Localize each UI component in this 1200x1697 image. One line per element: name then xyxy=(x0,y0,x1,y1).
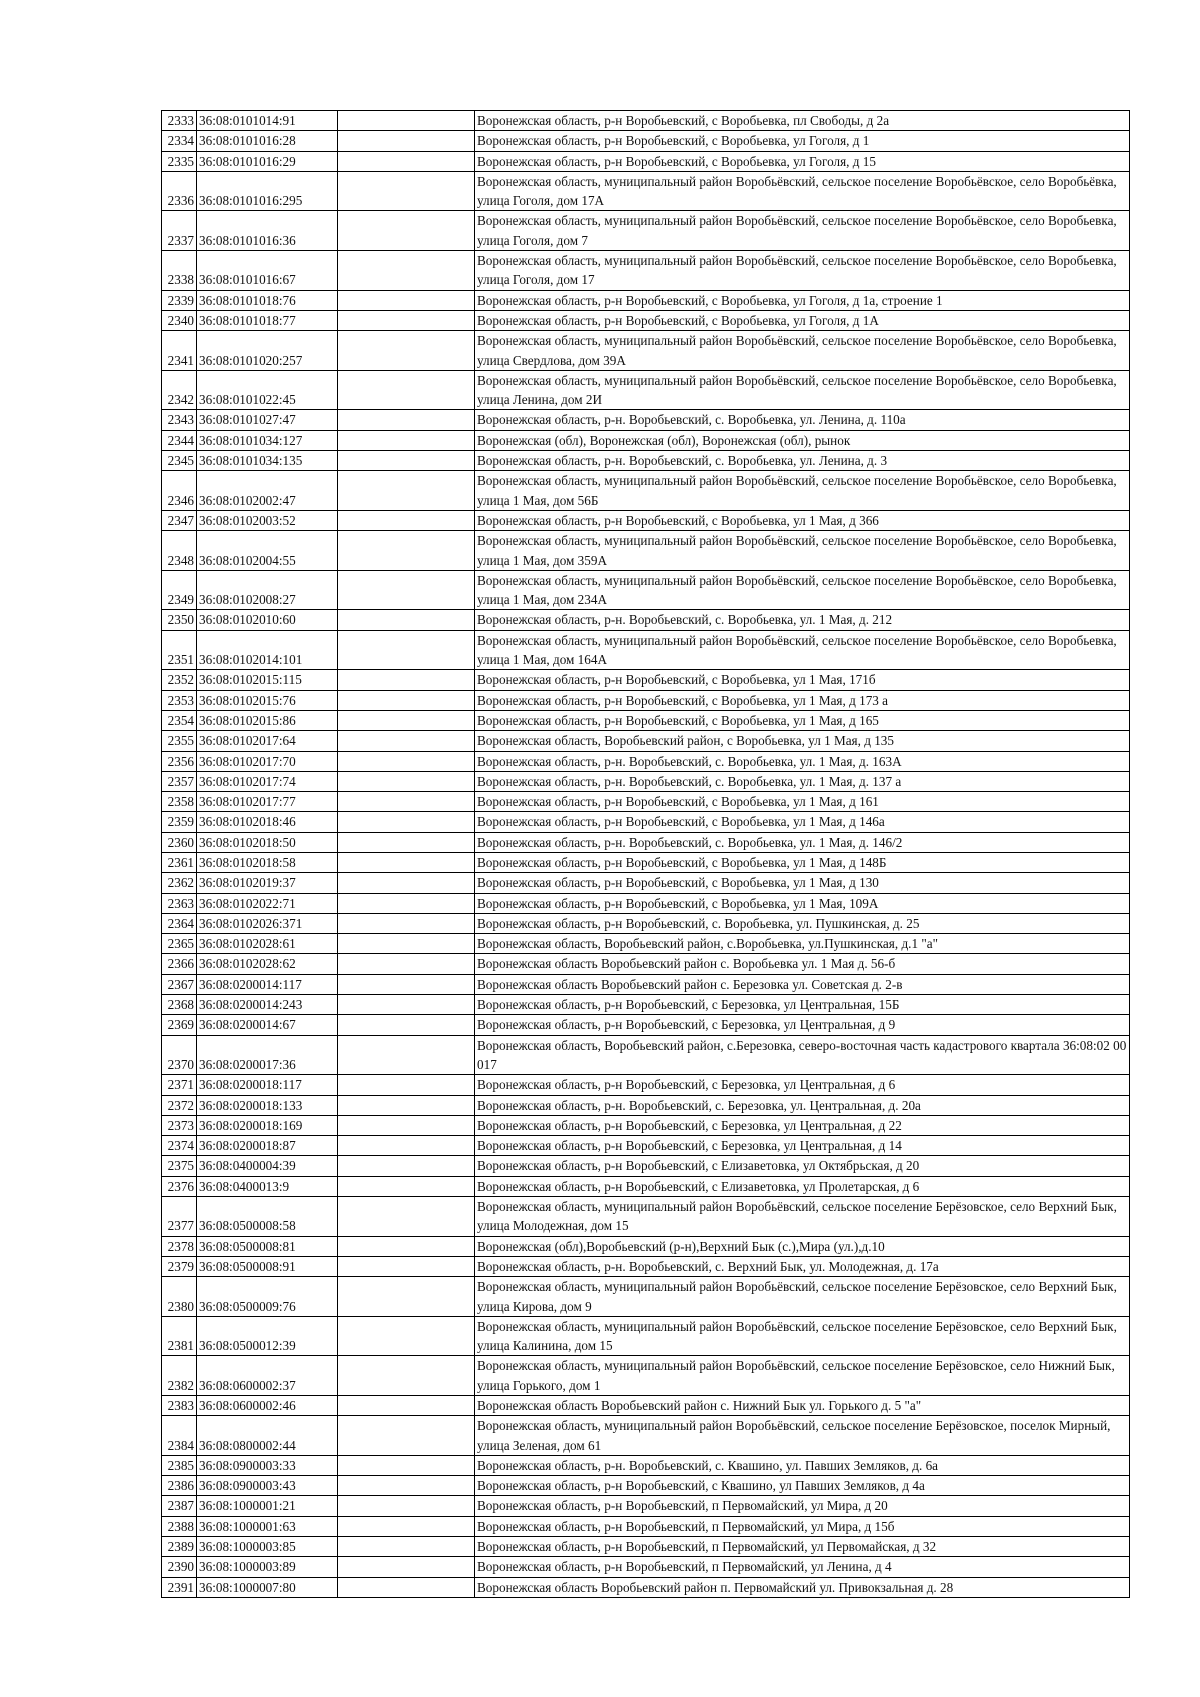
empty-cell xyxy=(338,690,475,710)
row-number-cell: 2379 xyxy=(162,1256,197,1276)
row-number-cell: 2341 xyxy=(162,331,197,371)
table-row xyxy=(162,913,1130,933)
cadastral-number-cell: 36:08:0102026:371 xyxy=(197,913,338,933)
empty-cell xyxy=(338,310,475,330)
row-number-cell: 2343 xyxy=(162,410,197,430)
address-cell: Воронежская область, муниципальный район Воробьёвский, сельское поселение Берёзовское, село Верхний Бык, улица Молодежная, дом 15 xyxy=(475,1197,1130,1237)
row-number-cell: 2388 xyxy=(162,1516,197,1536)
cadastral-number-cell: 36:08:0200018:117 xyxy=(197,1075,338,1095)
row-number-cell: 2351 xyxy=(162,630,197,670)
cadastral-number-cell: 36:08:0900003:43 xyxy=(197,1476,338,1496)
empty-cell xyxy=(338,1277,475,1317)
address-cell: Воронежская область, Воробьевский район, с Воробьевка, ул 1 Мая, д 135 xyxy=(475,731,1130,751)
empty-cell xyxy=(338,1356,475,1396)
cadastral-number-cell: 36:08:0200018:133 xyxy=(197,1095,338,1115)
row-number-cell: 2375 xyxy=(162,1156,197,1176)
address-cell: Воронежская область, р-н Воробьевский, п Первомайский, ул Ленина, д 4 xyxy=(475,1557,1130,1577)
row-number-cell: 2367 xyxy=(162,974,197,994)
table-row xyxy=(162,430,1130,450)
table-row xyxy=(162,370,1130,410)
table-row xyxy=(162,751,1130,771)
table-row xyxy=(162,630,1130,670)
table-row xyxy=(162,310,1130,330)
cadastral-number-cell: 36:08:1000001:21 xyxy=(197,1496,338,1516)
row-number-cell: 2349 xyxy=(162,570,197,610)
cadastral-number-cell: 36:08:0101014:91 xyxy=(197,111,338,131)
row-number-cell: 2344 xyxy=(162,430,197,450)
row-number-cell: 2362 xyxy=(162,873,197,893)
cadastral-number-cell: 36:08:0102022:71 xyxy=(197,893,338,913)
row-number-cell: 2390 xyxy=(162,1557,197,1577)
document-page xyxy=(161,110,1130,1598)
address-cell: Воронежская область, р-н Воробьевский, с Воробьевка, ул 1 Мая, д 130 xyxy=(475,873,1130,893)
row-number-cell: 2363 xyxy=(162,893,197,913)
row-number-cell: 2334 xyxy=(162,131,197,151)
cadastral-number-cell: 36:08:0102010:60 xyxy=(197,610,338,630)
table-row xyxy=(162,690,1130,710)
row-number-cell: 2338 xyxy=(162,251,197,291)
empty-cell xyxy=(338,954,475,974)
row-number-cell: 2356 xyxy=(162,751,197,771)
cadastral-number-cell: 36:08:0102018:50 xyxy=(197,832,338,852)
address-cell: Воронежская область, р-н. Воробьевский, с. Воробьевка, ул. 1 Мая, д. 137 а xyxy=(475,771,1130,791)
cadastral-number-cell: 36:08:0500008:91 xyxy=(197,1256,338,1276)
address-cell: Воронежская область, муниципальный район Воробьёвский, сельское поселение Воробьёвское, село Воробьевка, улица Ленина, дом 2И xyxy=(475,370,1130,410)
address-cell: Воронежская область, р-н Воробьевский, с Березовка, ул Центральная, 15Б xyxy=(475,995,1130,1015)
row-number-cell: 2377 xyxy=(162,1197,197,1237)
cadastral-number-cell: 36:08:0102017:74 xyxy=(197,771,338,791)
table-row xyxy=(162,1496,1130,1516)
row-number-cell: 2345 xyxy=(162,451,197,471)
row-number-cell: 2352 xyxy=(162,670,197,690)
cadastral-number-cell: 36:08:0102028:62 xyxy=(197,954,338,974)
address-cell: Воронежская область, муниципальный район Воробьёвский, сельское поселение Берёзовское, поселок Мирный, улица Зеленая, дом 61 xyxy=(475,1416,1130,1456)
empty-cell xyxy=(338,670,475,690)
table-row xyxy=(162,331,1130,371)
table-row xyxy=(162,974,1130,994)
address-cell: Воронежская область, р-н. Воробьевский, с. Воробьевка, ул. Ленина, д. 3 xyxy=(475,451,1130,471)
empty-cell xyxy=(338,151,475,171)
row-number-cell: 2385 xyxy=(162,1455,197,1475)
address-cell: Воронежская область, р-н. Воробьевский, с. Верхний Бык, ул. Молодежная, д. 17а xyxy=(475,1256,1130,1276)
empty-cell xyxy=(338,111,475,131)
row-number-cell: 2336 xyxy=(162,171,197,211)
cadastral-number-cell: 36:08:0101016:295 xyxy=(197,171,338,211)
table-row xyxy=(162,151,1130,171)
table-row xyxy=(162,1236,1130,1256)
cadastral-number-cell: 36:08:0400013:9 xyxy=(197,1176,338,1196)
cadastral-number-cell: 36:08:1000003:89 xyxy=(197,1557,338,1577)
cadastral-number-cell: 36:08:0102018:46 xyxy=(197,812,338,832)
empty-cell xyxy=(338,771,475,791)
cadastral-number-cell: 36:08:0200014:243 xyxy=(197,995,338,1015)
address-cell: Воронежская область, р-н Воробьевский, с. Воробьевка, ул. Пушкинская, д. 25 xyxy=(475,913,1130,933)
empty-cell xyxy=(338,1496,475,1516)
row-number-cell: 2386 xyxy=(162,1476,197,1496)
table-row xyxy=(162,211,1130,251)
table-row xyxy=(162,1516,1130,1536)
address-cell: Воронежская область, р-н Воробьевский, с Воробьевка, ул Гоголя, д 15 xyxy=(475,151,1130,171)
empty-cell xyxy=(338,630,475,670)
row-number-cell: 2355 xyxy=(162,731,197,751)
table-row xyxy=(162,893,1130,913)
table-row xyxy=(162,1156,1130,1176)
row-number-cell: 2376 xyxy=(162,1176,197,1196)
empty-cell xyxy=(338,1156,475,1176)
address-cell: Воронежская область, р-н Воробьевский, с Воробьевка, ул 1 Мая, д 161 xyxy=(475,792,1130,812)
cadastral-number-cell: 36:08:0600002:46 xyxy=(197,1396,338,1416)
address-cell: Воронежская область, муниципальный район Воробьёвский, сельское поселение Воробьёвское, село Воробьевка, улица Гоголя, дом 7 xyxy=(475,211,1130,251)
table-row xyxy=(162,471,1130,511)
row-number-cell: 2365 xyxy=(162,934,197,954)
address-cell: Воронежская область, р-н Воробьевский, п Первомайский, ул Мира, д 20 xyxy=(475,1496,1130,1516)
cadastral-number-cell: 36:08:0102014:101 xyxy=(197,630,338,670)
address-cell: Воронежская область, р-н Воробьевский, с Елизаветовка, ул Октябрьская, д 20 xyxy=(475,1156,1130,1176)
address-cell: Воронежская (обл), Воронежская (обл), Воронежская (обл), рынок xyxy=(475,430,1130,450)
table-row xyxy=(162,1136,1130,1156)
cadastral-number-cell: 36:08:0200014:67 xyxy=(197,1015,338,1035)
address-cell: Воронежская область, р-н Воробьевский, с Елизаветовка, ул Пролетарская, д 6 xyxy=(475,1176,1130,1196)
row-number-cell: 2391 xyxy=(162,1577,197,1597)
row-number-cell: 2350 xyxy=(162,610,197,630)
address-cell: Воронежская область, р-н Воробьевский, с Воробьевка, ул 1 Мая, д 146а xyxy=(475,812,1130,832)
address-cell: Воронежская область, муниципальный район Воробьёвский, сельское поселение Воробьёвское, село Воробьевка, улица 1 Мая, дом 164А xyxy=(475,630,1130,670)
address-cell: Воронежская область Воробьевский район с. Нижний Бык ул. Горького д. 5 "а" xyxy=(475,1396,1130,1416)
address-cell: Воронежская область, муниципальный район Воробьёвский, сельское поселение Воробьёвское, село Воробьевка, улица Свердлова, дом 39А xyxy=(475,331,1130,371)
address-cell: Воронежская область, р-н Воробьевский, с Воробьевка, ул 1 Мая, д 366 xyxy=(475,510,1130,530)
empty-cell xyxy=(338,1476,475,1496)
cadastral-number-cell: 36:08:0102003:52 xyxy=(197,510,338,530)
address-cell: Воронежская область, р-н. Воробьевский, с. Березовка, ул. Центральная, д. 20а xyxy=(475,1095,1130,1115)
table-row xyxy=(162,410,1130,430)
address-cell: Воронежская область, р-н. Воробьевский, с. Квашино, ул. Павших Земляков, д. 6а xyxy=(475,1455,1130,1475)
table-row xyxy=(162,1095,1130,1115)
row-number-cell: 2357 xyxy=(162,771,197,791)
table-row xyxy=(162,111,1130,131)
empty-cell xyxy=(338,995,475,1015)
table-row xyxy=(162,954,1130,974)
empty-cell xyxy=(338,1075,475,1095)
cadastral-number-cell: 36:08:0900003:33 xyxy=(197,1455,338,1475)
table-row xyxy=(162,131,1130,151)
cadastral-number-cell: 36:08:0101022:45 xyxy=(197,370,338,410)
table-row xyxy=(162,451,1130,471)
address-cell: Воронежская область, муниципальный район Воробьёвский, сельское поселение Воробьёвское, село Воробьёвка, улица Гоголя, дом 17А xyxy=(475,171,1130,211)
cadastral-number-cell: 36:08:0101020:257 xyxy=(197,331,338,371)
cadastral-number-cell: 36:08:0102028:61 xyxy=(197,934,338,954)
cadastral-number-cell: 36:08:0102002:47 xyxy=(197,471,338,511)
address-cell: Воронежская область, р-н. Воробьевский, с. Воробьевка, ул. 1 Мая, д. 212 xyxy=(475,610,1130,630)
cadastral-number-cell: 36:08:0500008:58 xyxy=(197,1197,338,1237)
address-cell: Воронежская область, р-н Воробьевский, с Березовка, ул Центральная, д 9 xyxy=(475,1015,1130,1035)
table-row xyxy=(162,1035,1130,1075)
row-number-cell: 2373 xyxy=(162,1115,197,1135)
address-cell: Воронежская область, р-н Воробьевский, с Воробьевка, ул Гоголя, д 1а, строение 1 xyxy=(475,290,1130,310)
table-row xyxy=(162,792,1130,812)
address-cell: Воронежская область, муниципальный район Воробьёвский, сельское поселение Воробьёвское, село Воробьевка, улица Гоголя, дом 17 xyxy=(475,251,1130,291)
cadastral-number-cell: 36:08:0101016:29 xyxy=(197,151,338,171)
cadastral-number-cell: 36:08:0200017:36 xyxy=(197,1035,338,1075)
empty-cell xyxy=(338,852,475,872)
row-number-cell: 2335 xyxy=(162,151,197,171)
cadastral-number-cell: 36:08:0102015:76 xyxy=(197,690,338,710)
cadastral-number-cell: 36:08:0800002:44 xyxy=(197,1416,338,1456)
address-cell: Воронежская область, р-н Воробьевский, с Квашино, ул Павших Земляков, д 4а xyxy=(475,1476,1130,1496)
row-number-cell: 2339 xyxy=(162,290,197,310)
empty-cell xyxy=(338,751,475,771)
empty-cell xyxy=(338,1236,475,1256)
address-cell: Воронежская область, р-н Воробьевский, с Березовка, ул Центральная, д 14 xyxy=(475,1136,1130,1156)
empty-cell xyxy=(338,934,475,954)
row-number-cell: 2360 xyxy=(162,832,197,852)
cadastral-number-cell: 36:08:0500012:39 xyxy=(197,1316,338,1356)
empty-cell xyxy=(338,531,475,571)
empty-cell xyxy=(338,792,475,812)
cadastral-number-cell: 36:08:0102008:27 xyxy=(197,570,338,610)
empty-cell xyxy=(338,471,475,511)
empty-cell xyxy=(338,1197,475,1237)
row-number-cell: 2366 xyxy=(162,954,197,974)
address-cell: Воронежская область, р-н Воробьевский, с Воробьевка, ул 1 Мая, д 165 xyxy=(475,710,1130,730)
table-row xyxy=(162,873,1130,893)
table-row xyxy=(162,1356,1130,1396)
empty-cell xyxy=(338,1416,475,1456)
table-row xyxy=(162,1455,1130,1475)
address-cell: Воронежская область, р-н. Воробьевский, с. Воробьевка, ул. Ленина, д. 110а xyxy=(475,410,1130,430)
table-row xyxy=(162,1557,1130,1577)
cadastral-number-cell: 36:08:0101016:36 xyxy=(197,211,338,251)
table-row xyxy=(162,1256,1130,1276)
empty-cell xyxy=(338,913,475,933)
cadastral-number-cell: 36:08:1000003:85 xyxy=(197,1537,338,1557)
address-cell: Воронежская область Воробьевский район с. Воробьевка ул. 1 Мая д. 56-б xyxy=(475,954,1130,974)
cadastral-number-cell: 36:08:0101018:77 xyxy=(197,310,338,330)
cadastral-number-cell: 36:08:0102015:115 xyxy=(197,670,338,690)
row-number-cell: 2361 xyxy=(162,852,197,872)
table-row xyxy=(162,1015,1130,1035)
empty-cell xyxy=(338,731,475,751)
empty-cell xyxy=(338,171,475,211)
table-row xyxy=(162,832,1130,852)
table-row xyxy=(162,710,1130,730)
address-cell: Воронежская область, Воробьевский район, с.Березовка, северо-восточная часть кадастрового квартала 36:08:02 00 017 xyxy=(475,1035,1130,1075)
empty-cell xyxy=(338,1455,475,1475)
empty-cell xyxy=(338,331,475,371)
cadastral-number-cell: 36:08:0102018:58 xyxy=(197,852,338,872)
row-number-cell: 2371 xyxy=(162,1075,197,1095)
property-registry-table xyxy=(161,110,1130,1598)
table-row xyxy=(162,171,1130,211)
address-cell: Воронежская область, р-н Воробьевский, с Воробьевка, ул Гоголя, д 1А xyxy=(475,310,1130,330)
table-row xyxy=(162,852,1130,872)
cadastral-number-cell: 36:08:0101034:135 xyxy=(197,451,338,471)
cadastral-number-cell: 36:08:0101027:47 xyxy=(197,410,338,430)
address-cell: Воронежская область Воробьевский район п. Первомайский ул. Привокзальная д. 28 xyxy=(475,1577,1130,1597)
row-number-cell: 2380 xyxy=(162,1277,197,1317)
table-row xyxy=(162,1075,1130,1095)
row-number-cell: 2346 xyxy=(162,471,197,511)
table-row xyxy=(162,1176,1130,1196)
cadastral-number-cell: 36:08:0600002:37 xyxy=(197,1356,338,1396)
cadastral-number-cell: 36:08:1000007:80 xyxy=(197,1577,338,1597)
empty-cell xyxy=(338,211,475,251)
address-cell: Воронежская область, р-н Воробьевский, с Березовка, ул Центральная, д 6 xyxy=(475,1075,1130,1095)
row-number-cell: 2354 xyxy=(162,710,197,730)
empty-cell xyxy=(338,410,475,430)
empty-cell xyxy=(338,1115,475,1135)
empty-cell xyxy=(338,430,475,450)
table-row xyxy=(162,812,1130,832)
empty-cell xyxy=(338,570,475,610)
row-number-cell: 2333 xyxy=(162,111,197,131)
empty-cell xyxy=(338,1516,475,1536)
table-row xyxy=(162,251,1130,291)
empty-cell xyxy=(338,1015,475,1035)
address-cell: Воронежская область, Воробьевский район, с.Воробьевка, ул.Пушкинская, д.1 "а" xyxy=(475,934,1130,954)
table-row xyxy=(162,1577,1130,1597)
row-number-cell: 2358 xyxy=(162,792,197,812)
address-cell: Воронежская область, р-н Воробьевский, с Воробьевка, ул 1 Мая, 109А xyxy=(475,893,1130,913)
empty-cell xyxy=(338,1136,475,1156)
row-number-cell: 2374 xyxy=(162,1136,197,1156)
address-cell: Воронежская область Воробьевский район с. Березовка ул. Советская д. 2-в xyxy=(475,974,1130,994)
address-cell: Воронежская область, р-н Воробьевский, с Воробьевка, ул 1 Мая, д 148Б xyxy=(475,852,1130,872)
table-row xyxy=(162,1537,1130,1557)
table-row xyxy=(162,771,1130,791)
row-number-cell: 2383 xyxy=(162,1396,197,1416)
cadastral-number-cell: 36:08:0500008:81 xyxy=(197,1236,338,1256)
table-row xyxy=(162,670,1130,690)
address-cell: Воронежская область, муниципальный район Воробьёвский, сельское поселение Воробьёвское, село Воробьевка, улица 1 Мая, дом 234А xyxy=(475,570,1130,610)
row-number-cell: 2342 xyxy=(162,370,197,410)
address-cell: Воронежская область, муниципальный район Воробьёвский, сельское поселение Берёзовское, село Верхний Бык, улица Калинина, дом 15 xyxy=(475,1316,1130,1356)
table-row xyxy=(162,995,1130,1015)
address-cell: Воронежская область, р-н Воробьевский, п Первомайский, ул Мира, д 15б xyxy=(475,1516,1130,1536)
table-row xyxy=(162,1197,1130,1237)
empty-cell xyxy=(338,832,475,852)
empty-cell xyxy=(338,451,475,471)
table-row xyxy=(162,610,1130,630)
cadastral-number-cell: 36:08:0500009:76 xyxy=(197,1277,338,1317)
registry-table-body xyxy=(162,111,1130,1598)
address-cell: Воронежская область, р-н. Воробьевский, с. Воробьевка, ул. 1 Мая, д. 163А xyxy=(475,751,1130,771)
empty-cell xyxy=(338,1557,475,1577)
row-number-cell: 2372 xyxy=(162,1095,197,1115)
address-cell: Воронежская область, р-н Воробьевский, с Воробьевка, ул 1 Мая, д 173 а xyxy=(475,690,1130,710)
row-number-cell: 2347 xyxy=(162,510,197,530)
row-number-cell: 2364 xyxy=(162,913,197,933)
table-row xyxy=(162,290,1130,310)
empty-cell xyxy=(338,251,475,291)
empty-cell xyxy=(338,812,475,832)
address-cell: Воронежская (обл),Воробьевский (р-н),Верхний Бык (с.),Мира (ул.),д.10 xyxy=(475,1236,1130,1256)
table-row xyxy=(162,570,1130,610)
cadastral-number-cell: 36:08:0200014:117 xyxy=(197,974,338,994)
row-number-cell: 2353 xyxy=(162,690,197,710)
address-cell: Воронежская область, р-н. Воробьевский, с. Воробьевка, ул. 1 Мая, д. 146/2 xyxy=(475,832,1130,852)
empty-cell xyxy=(338,1316,475,1356)
table-row xyxy=(162,1416,1130,1456)
row-number-cell: 2381 xyxy=(162,1316,197,1356)
empty-cell xyxy=(338,1396,475,1416)
row-number-cell: 2370 xyxy=(162,1035,197,1075)
address-cell: Воронежская область, р-н Воробьевский, с Березовка, ул Центральная, д 22 xyxy=(475,1115,1130,1135)
cadastral-number-cell: 36:08:0102019:37 xyxy=(197,873,338,893)
address-cell: Воронежская область, муниципальный район Воробьёвский, сельское поселение Воробьёвское, село Воробьевка, улица 1 Мая, дом 56Б xyxy=(475,471,1130,511)
empty-cell xyxy=(338,1577,475,1597)
row-number-cell: 2378 xyxy=(162,1236,197,1256)
empty-cell xyxy=(338,710,475,730)
table-row xyxy=(162,1316,1130,1356)
table-row xyxy=(162,731,1130,751)
empty-cell xyxy=(338,370,475,410)
empty-cell xyxy=(338,510,475,530)
address-cell: Воронежская область, р-н Воробьевский, с Воробьевка, ул Гоголя, д 1 xyxy=(475,131,1130,151)
address-cell: Воронежская область, р-н Воробьевский, с Воробьевка, ул 1 Мая, 171б xyxy=(475,670,1130,690)
empty-cell xyxy=(338,893,475,913)
cadastral-number-cell: 36:08:0102004:55 xyxy=(197,531,338,571)
address-cell: Воронежская область, р-н Воробьевский, с Воробьевка, пл Свободы, д 2а xyxy=(475,111,1130,131)
empty-cell xyxy=(338,290,475,310)
empty-cell xyxy=(338,1035,475,1075)
table-row xyxy=(162,1396,1130,1416)
row-number-cell: 2387 xyxy=(162,1496,197,1516)
address-cell: Воронежская область, муниципальный район Воробьёвский, сельское поселение Берёзовское, село Верхний Бык, улица Кирова, дом 9 xyxy=(475,1277,1130,1317)
empty-cell xyxy=(338,131,475,151)
address-cell: Воронежская область, муниципальный район Воробьёвский, сельское поселение Берёзовское, село Нижний Бык, улица Горького, дом 1 xyxy=(475,1356,1130,1396)
cadastral-number-cell: 36:08:0101034:127 xyxy=(197,430,338,450)
table-row xyxy=(162,934,1130,954)
cadastral-number-cell: 36:08:0400004:39 xyxy=(197,1156,338,1176)
empty-cell xyxy=(338,1095,475,1115)
address-cell: Воронежская область, муниципальный район Воробьёвский, сельское поселение Воробьёвское, село Воробьевка, улица 1 Мая, дом 359А xyxy=(475,531,1130,571)
cadastral-number-cell: 36:08:0101016:28 xyxy=(197,131,338,151)
table-row xyxy=(162,531,1130,571)
cadastral-number-cell: 36:08:0200018:169 xyxy=(197,1115,338,1135)
cadastral-number-cell: 36:08:0101016:67 xyxy=(197,251,338,291)
cadastral-number-cell: 36:08:1000001:63 xyxy=(197,1516,338,1536)
cadastral-number-cell: 36:08:0102015:86 xyxy=(197,710,338,730)
row-number-cell: 2384 xyxy=(162,1416,197,1456)
row-number-cell: 2382 xyxy=(162,1356,197,1396)
row-number-cell: 2389 xyxy=(162,1537,197,1557)
cadastral-number-cell: 36:08:0101018:76 xyxy=(197,290,338,310)
empty-cell xyxy=(338,1537,475,1557)
row-number-cell: 2337 xyxy=(162,211,197,251)
row-number-cell: 2340 xyxy=(162,310,197,330)
row-number-cell: 2359 xyxy=(162,812,197,832)
cadastral-number-cell: 36:08:0102017:77 xyxy=(197,792,338,812)
cadastral-number-cell: 36:08:0102017:64 xyxy=(197,731,338,751)
table-row xyxy=(162,1115,1130,1135)
cadastral-number-cell: 36:08:0200018:87 xyxy=(197,1136,338,1156)
empty-cell xyxy=(338,974,475,994)
address-cell: Воронежская область, р-н Воробьевский, п Первомайский, ул Первомайская, д 32 xyxy=(475,1537,1130,1557)
row-number-cell: 2368 xyxy=(162,995,197,1015)
table-row xyxy=(162,1277,1130,1317)
cadastral-number-cell: 36:08:0102017:70 xyxy=(197,751,338,771)
empty-cell xyxy=(338,1256,475,1276)
table-row xyxy=(162,510,1130,530)
row-number-cell: 2348 xyxy=(162,531,197,571)
empty-cell xyxy=(338,610,475,630)
table-row xyxy=(162,1476,1130,1496)
empty-cell xyxy=(338,873,475,893)
empty-cell xyxy=(338,1176,475,1196)
row-number-cell: 2369 xyxy=(162,1015,197,1035)
